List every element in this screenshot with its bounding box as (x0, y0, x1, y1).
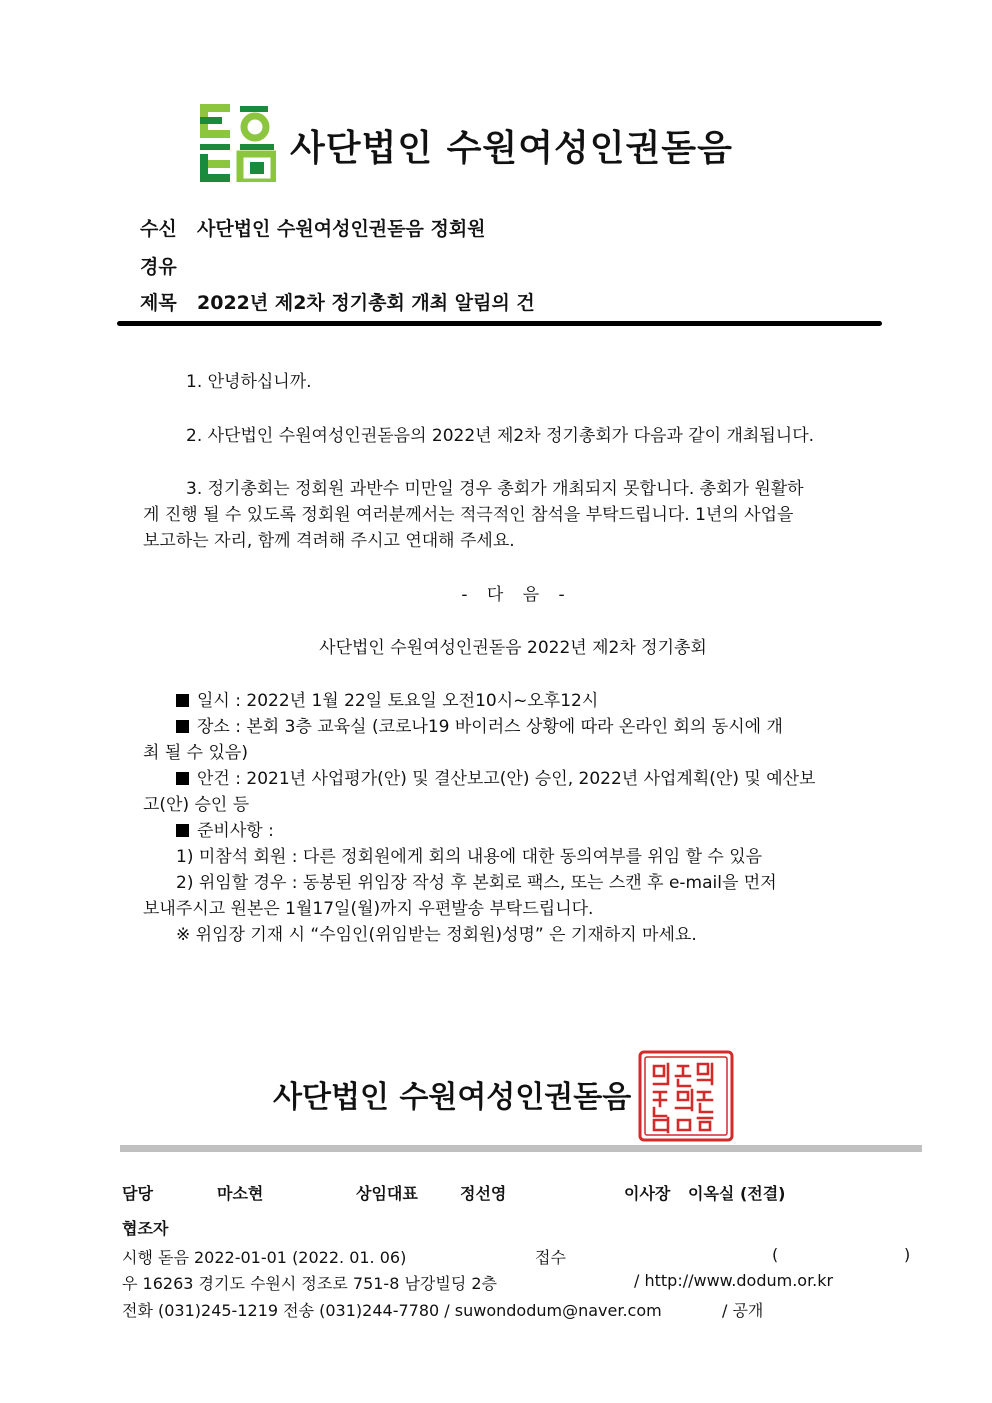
bullet-square-icon (176, 824, 189, 837)
agenda-item (143, 766, 883, 792)
paragraph-3-line-1: 3. 정기총회는 정회원 과반수 미만일 경우 총회가 개최되지 못합니다. 총회가 원활하 (186, 479, 804, 499)
receipt-label: 접수 (535, 1248, 566, 1267)
paragraph-3-line-3: 보고하는 자리, 함께 격려해 주시고 연대해 주세요. (143, 531, 515, 551)
recipient-value: 사단법인 수원여성인권돋음 정회원 (197, 218, 486, 240)
via-row (140, 252, 197, 279)
footer-divider (120, 1145, 922, 1152)
rep-name: 정선영 (460, 1184, 507, 1203)
agenda-item-continuation: 고(안) 승인 등 (143, 795, 250, 815)
organization-title: 사단법인 수원여성인권돋음 (290, 128, 733, 169)
paragraph-2: 2. 사단법인 수원여성인권돋음의 2022년 제2차 정기총회가 다음과 같이 개최됩니다. (186, 426, 815, 446)
via-label: 경유 (140, 256, 177, 278)
sender-name: 사단법인 수원여성인권돋음 (273, 1080, 632, 1115)
subject-label: 제목 (140, 292, 177, 314)
bullet-square-icon (176, 772, 189, 785)
official-seal (638, 1050, 734, 1142)
paragraph-3-line-2: 게 진행 될 수 있도록 정회원 여러분께서는 적극적인 참석을 부탁드립니다. 1년의 사업을 (143, 505, 794, 525)
subject-value: 2022년 제2차 정기총회 개최 알림의 건 (197, 292, 535, 314)
disclosure-status: / 공개 (722, 1301, 764, 1320)
subject-row (140, 288, 535, 315)
date-item-text: 일시 : 2022년 1월 22일 토요일 오전10시~오후12시 (197, 691, 599, 711)
prep-item-1: 1) 미참석 회원 : 다른 정회원에게 회의 내용에 대한 동의여부를 위임 할 수 있음 (176, 847, 763, 867)
prep-item-text: 준비사항 : (197, 821, 274, 841)
date-item (143, 688, 883, 714)
receipt-paren-close: ) (904, 1245, 911, 1264)
agenda-item-text: 안건 : 2021년 사업평가(안) 및 결산보고(안) 승인, 2022년 사업계획(안) 및 예산보 (197, 769, 816, 789)
details-list (143, 688, 883, 948)
website-link[interactable]: / http://www.dodum.or.kr (634, 1271, 834, 1290)
execution-info: 시행 돋음 2022-01-01 (2022. 01. 06) (122, 1248, 407, 1267)
header-divider (117, 321, 882, 326)
recipient-row (140, 214, 486, 241)
bullet-square-icon (176, 720, 189, 733)
coop-label: 협조자 (122, 1219, 169, 1238)
bullet-square-icon (176, 694, 189, 707)
event-title: 사단법인 수원여성인권돋음 2022년 제2차 정기총회 (319, 638, 707, 658)
place-item (143, 714, 883, 740)
rep-label: 상임대표 (356, 1184, 418, 1203)
prep-item-2: 2) 위임할 경우 : 동봉된 위임장 작성 후 본회로 팩스, 또는 스캔 후 e-mail을 먼저 (176, 873, 777, 893)
recipient-label: 수신 (140, 218, 177, 240)
notice-heading: - 다 음 - (461, 585, 565, 605)
manager-name: 마소현 (217, 1184, 264, 1203)
paragraph-3 (143, 476, 883, 554)
note: ※ 위임장 기재 시 “수임인(위임받는 정회원)성명” 은 기재하지 마세요. (176, 925, 697, 945)
receipt-paren-open: ( (772, 1245, 779, 1264)
address: 우 16263 경기도 수원시 정조로 751-8 남강빌딩 2층 (122, 1274, 498, 1293)
place-item-continuation: 최 될 수 있음) (143, 743, 248, 763)
chair-name: 이옥실 (전결) (688, 1184, 786, 1203)
organization-logo (200, 104, 276, 182)
prep-item (143, 818, 883, 844)
manager-label: 담당 (122, 1184, 153, 1203)
prep-item-2-continuation: 보내주시고 원본은 1월17일(월)까지 우편발송 부탁드립니다. (143, 899, 594, 919)
chair-label: 이사장 (624, 1184, 671, 1203)
contact-info: 전화 (031)245-1219 전송 (031)244-7780 / suwondodum@naver.com (122, 1301, 662, 1320)
paragraph-1: 1. 안녕하십니까. (186, 372, 312, 392)
place-item-text: 장소 : 본회 3층 교육실 (코로나19 바이러스 상황에 따라 온라인 회의 동시에 개 (197, 717, 783, 737)
